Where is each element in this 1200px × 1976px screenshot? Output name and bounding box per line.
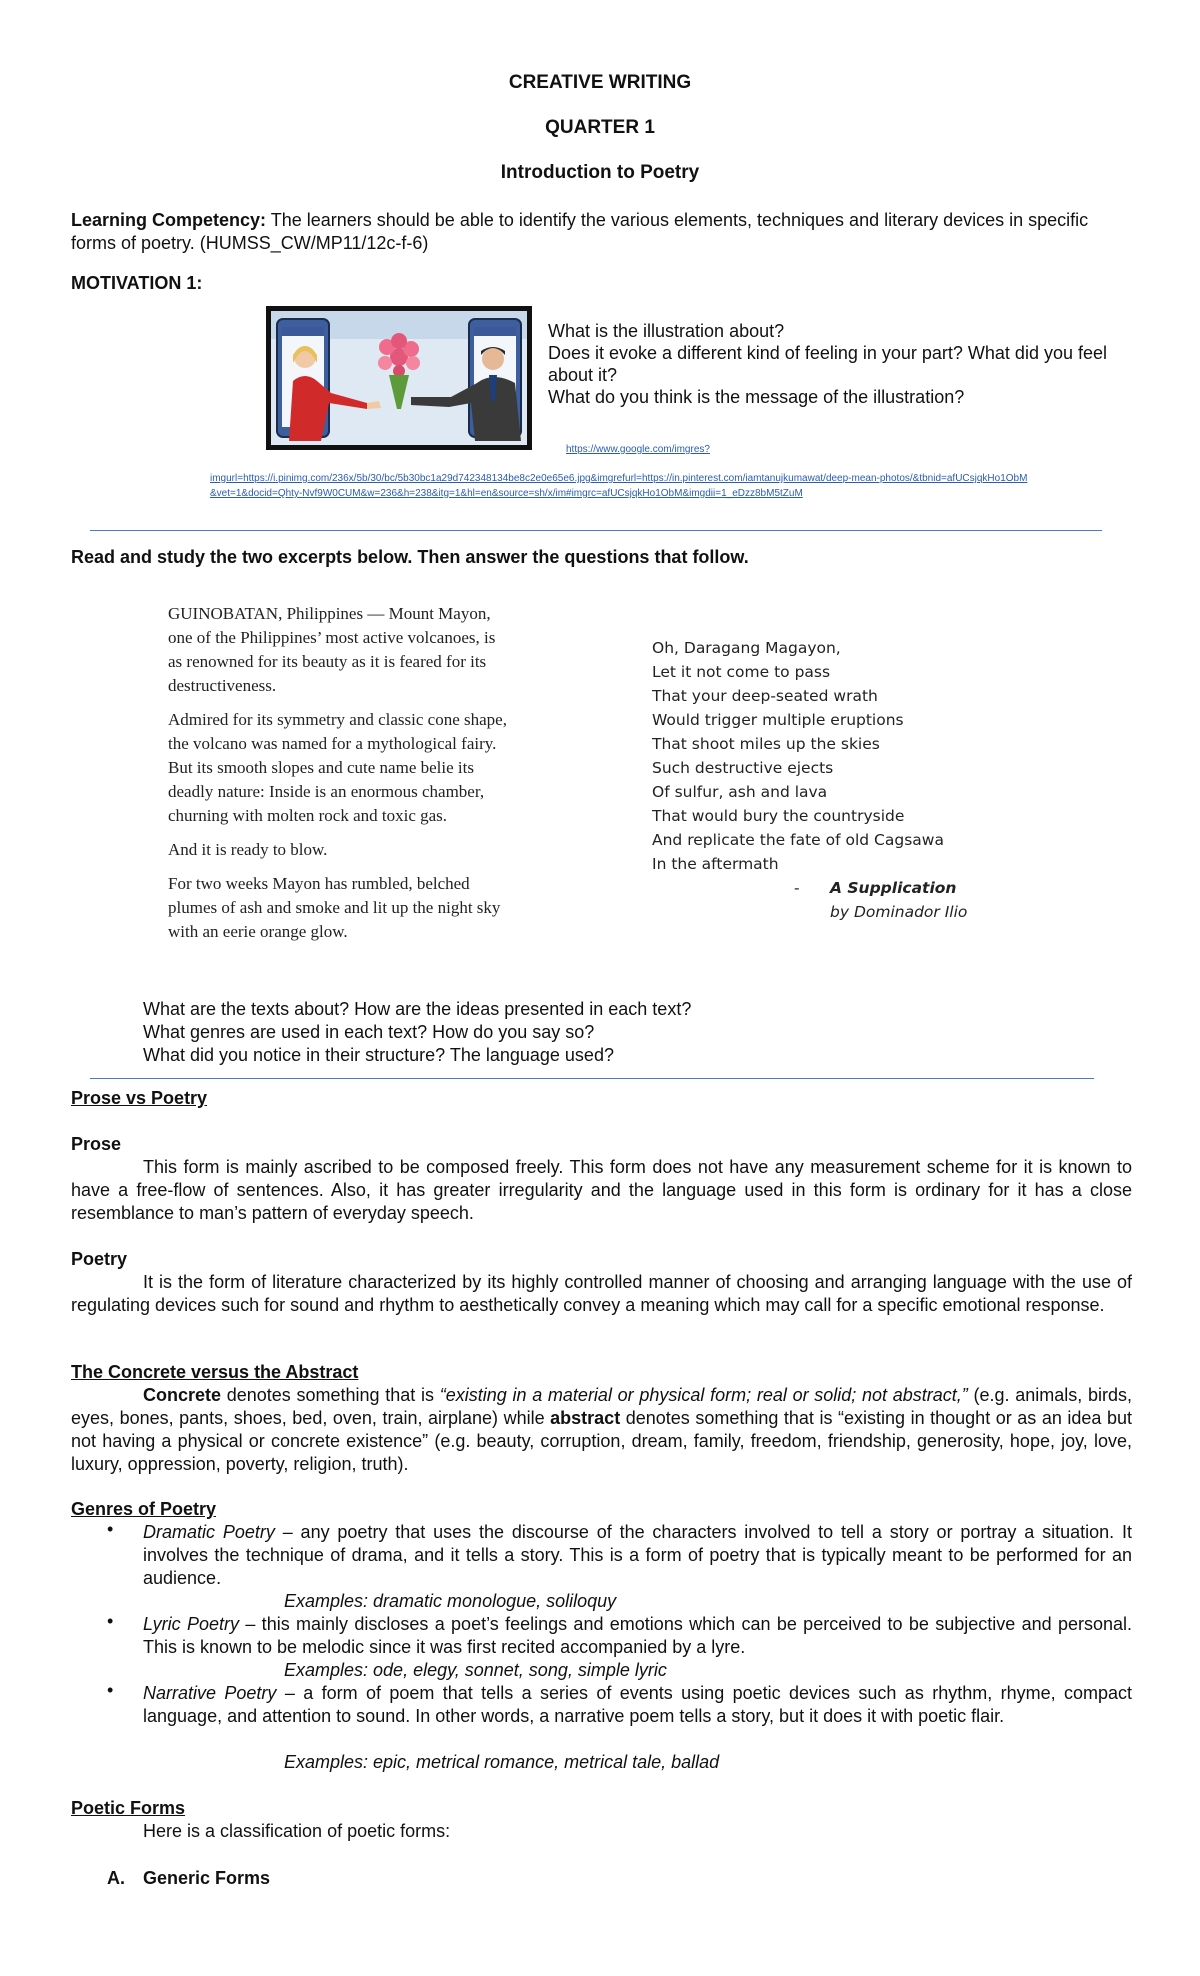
genre-name: Dramatic Poetry	[143, 1522, 275, 1542]
concrete-examples: (e.g. animals, birds, eyes, bones, pants, shoes, bed, oven, train, airplane) while	[71, 1385, 1132, 1428]
excerpt-question: What genres are used in each text? How do you say so?	[143, 1022, 595, 1042]
abstract-term: abstract	[550, 1408, 621, 1428]
poem-line: Would trigger multiple eruptions	[652, 711, 904, 729]
poetry-title: Poetry	[71, 1249, 128, 1269]
generic-forms-title: Generic Forms	[143, 1868, 271, 1888]
genre-name: Lyric Poetry	[143, 1614, 240, 1634]
learning-competency	[71, 209, 1126, 255]
poem-line: That your deep-seated wrath	[652, 687, 878, 705]
motivation-questions	[548, 320, 1138, 408]
excerpt-question: What did you notice in their structure? The language used?	[143, 1045, 614, 1065]
course-title: CREATIVE WRITING	[508, 72, 692, 93]
poem-line: In the aftermath	[652, 855, 779, 873]
genre-text: – a form of poem that tells a series of events using poetic devices such as rhythm, rhyme, compact language, and attention to sound. In other words, a narrative poem tells a story, but it does it with poetic flair.	[143, 1683, 1133, 1726]
image-source-link[interactable]: https://www.google.com/imgres?	[566, 444, 710, 455]
genre-text: – any poetry that uses the discourse of the characters involved to tell a story or portray a situation. It involves the technique of drama, and it tells a story. This is a form of poetry that is typically meant to be performed for an audience.	[143, 1522, 1132, 1588]
poetic-forms-intro: Here is a classification of poetic forms:	[143, 1821, 451, 1841]
poem-author: by Dominador Ilio	[830, 903, 968, 921]
prose-paragraph: For two weeks Mayon has rumbled, belched plumes of ash and smoke and lit up the night sky with an eerie orange glow.	[168, 874, 501, 941]
prose-definition: This form is mainly ascribed to be composed freely. This form does not have any measurement scheme for it is known to have a free-flow of sentences. Also, it has greater irregularity and the language used in this form is ordinary for it has a close resemblance to man’s pattern of everyday speech.	[71, 1157, 1132, 1223]
genre-name: Narrative Poetry	[143, 1683, 277, 1703]
motivation-illustration	[266, 306, 532, 450]
prose-paragraph: Admired for its symmetry and classic cone shape, the volcano was named for a mythological fairy. But its smooth slopes and cute name belie its deadly nature: Inside is an enormous chamber, churning with molten rock and toxic gas.	[168, 710, 507, 825]
excerpts-instruction: Read and study the two excerpts below. Then answer the questions that follow.	[71, 547, 749, 567]
prose-excerpt	[168, 602, 508, 944]
poem-line: Oh, Daragang Magayon,	[652, 639, 841, 657]
genre-examples: Examples: ode, elegy, sonnet, song, simple lyric	[284, 1660, 667, 1680]
image-source-url[interactable]: imgurl=https://i.pinimg.com/236x/5b/30/bc/5b30bc1a29d742348134be8c2e0e65e6.jpg&imgrefurl=https://in.pinterest.com/iamtanujkumawat/deep-mean-photos/&tbnid=afUCsjqkHo1ObM&vet=1&docid=Qhty-Nvf9W0CUM&w=236&h=238&itg=1&hl=en&source=sh/x/im#imgrc=afUCsjqkHo1ObM&imgdii=1_eDzz8bM5tZuM	[210, 473, 1028, 499]
poem-dash: -	[794, 879, 800, 897]
prose-title: Prose	[71, 1134, 122, 1154]
concrete-text: denotes something that is	[221, 1385, 440, 1405]
prose-paragraph: And it is ready to blow.	[168, 840, 328, 859]
abstract-text: denotes something that is “existing in thought or as an idea but not having a physical or concrete existence” (e.g. beauty, corruption, dream, family, freedom, friendship, generosity, hope, joy, love, luxury, oppression, poverty, religion, truth).	[71, 1408, 1132, 1474]
poem-line: That shoot miles up the skies	[652, 735, 880, 753]
poem-line: And replicate the fate of old Cagsawa	[652, 831, 944, 849]
genres-heading: Genres of Poetry	[71, 1499, 217, 1519]
bullet-icon: •	[107, 1519, 114, 1539]
poem-excerpt	[652, 636, 1012, 876]
concrete-term: Concrete	[143, 1385, 222, 1405]
poetic-forms-heading: Poetic Forms	[71, 1798, 186, 1818]
concrete-abstract-heading: The Concrete versus the Abstract	[71, 1362, 359, 1382]
poem-line: Such destructive ejects	[652, 759, 834, 777]
motivation-title: MOTIVATION 1:	[71, 273, 203, 293]
section-divider	[90, 530, 1102, 531]
genre-examples: Examples: dramatic monologue, soliloquy	[284, 1591, 617, 1611]
prose-vs-poetry-heading: Prose vs Poetry	[71, 1088, 208, 1108]
genre-text: – this mainly discloses a poet’s feelings and emotions which can be perceived to be subjective and personal. This is known to be melodic since it was first recited accompanied by a lyre.	[143, 1614, 1132, 1657]
poem-title: A Supplication	[830, 879, 957, 897]
section-divider	[90, 1078, 1094, 1079]
genre-narrative	[143, 1682, 1132, 1728]
poem-line: Let it not come to pass	[652, 663, 831, 681]
prose-paragraph: GUINOBATAN, Philippines — Mount Mayon, one of the Philippines’ most active volcanoes, is as renowned for its beauty as it is feared for its destructiveness.	[168, 604, 496, 695]
motivation-question: What is the illustration about?	[548, 321, 785, 341]
cartoon-drawing	[271, 311, 527, 445]
motivation-question: What do you think is the message of the illustration?	[548, 387, 965, 407]
genre-dramatic	[143, 1521, 1132, 1590]
competency-text: The learners should be able to identify the various elements, techniques and literary devices in specific forms of poetry. (HUMSS_CW/MP11/12c-f-6)	[71, 210, 1089, 253]
concrete-abstract-paragraph	[71, 1384, 1132, 1476]
concrete-definition: “existing in a material or physical form; real or solid; not abstract,”	[439, 1385, 968, 1405]
competency-label: Learning Competency:	[71, 210, 267, 230]
excerpt-questions	[143, 998, 1043, 1067]
topic-title: Introduction to Poetry	[500, 162, 700, 183]
poem-line: That would bury the countryside	[652, 807, 905, 825]
excerpt-question: What are the texts about? How are the ideas presented in each text?	[143, 999, 692, 1019]
genre-examples: Examples: epic, metrical romance, metrical tale, ballad	[284, 1752, 720, 1772]
form-letter: A.	[107, 1868, 125, 1888]
bullet-icon: •	[107, 1611, 114, 1631]
poem-line: Of sulfur, ash and lava	[652, 783, 828, 801]
bullet-icon: •	[107, 1680, 114, 1700]
genre-lyric	[143, 1613, 1132, 1659]
motivation-question: Does it evoke a different kind of feeling in your part? What did you feel about it?	[548, 343, 1107, 385]
poetry-definition: It is the form of literature characterized by its highly controlled manner of choosing and arranging language with the use of regulating devices such for sound and rhythm to aesthetically convey a meaning which may call for a specific emotional response.	[71, 1272, 1132, 1315]
quarter-title: QUARTER 1	[545, 117, 655, 138]
